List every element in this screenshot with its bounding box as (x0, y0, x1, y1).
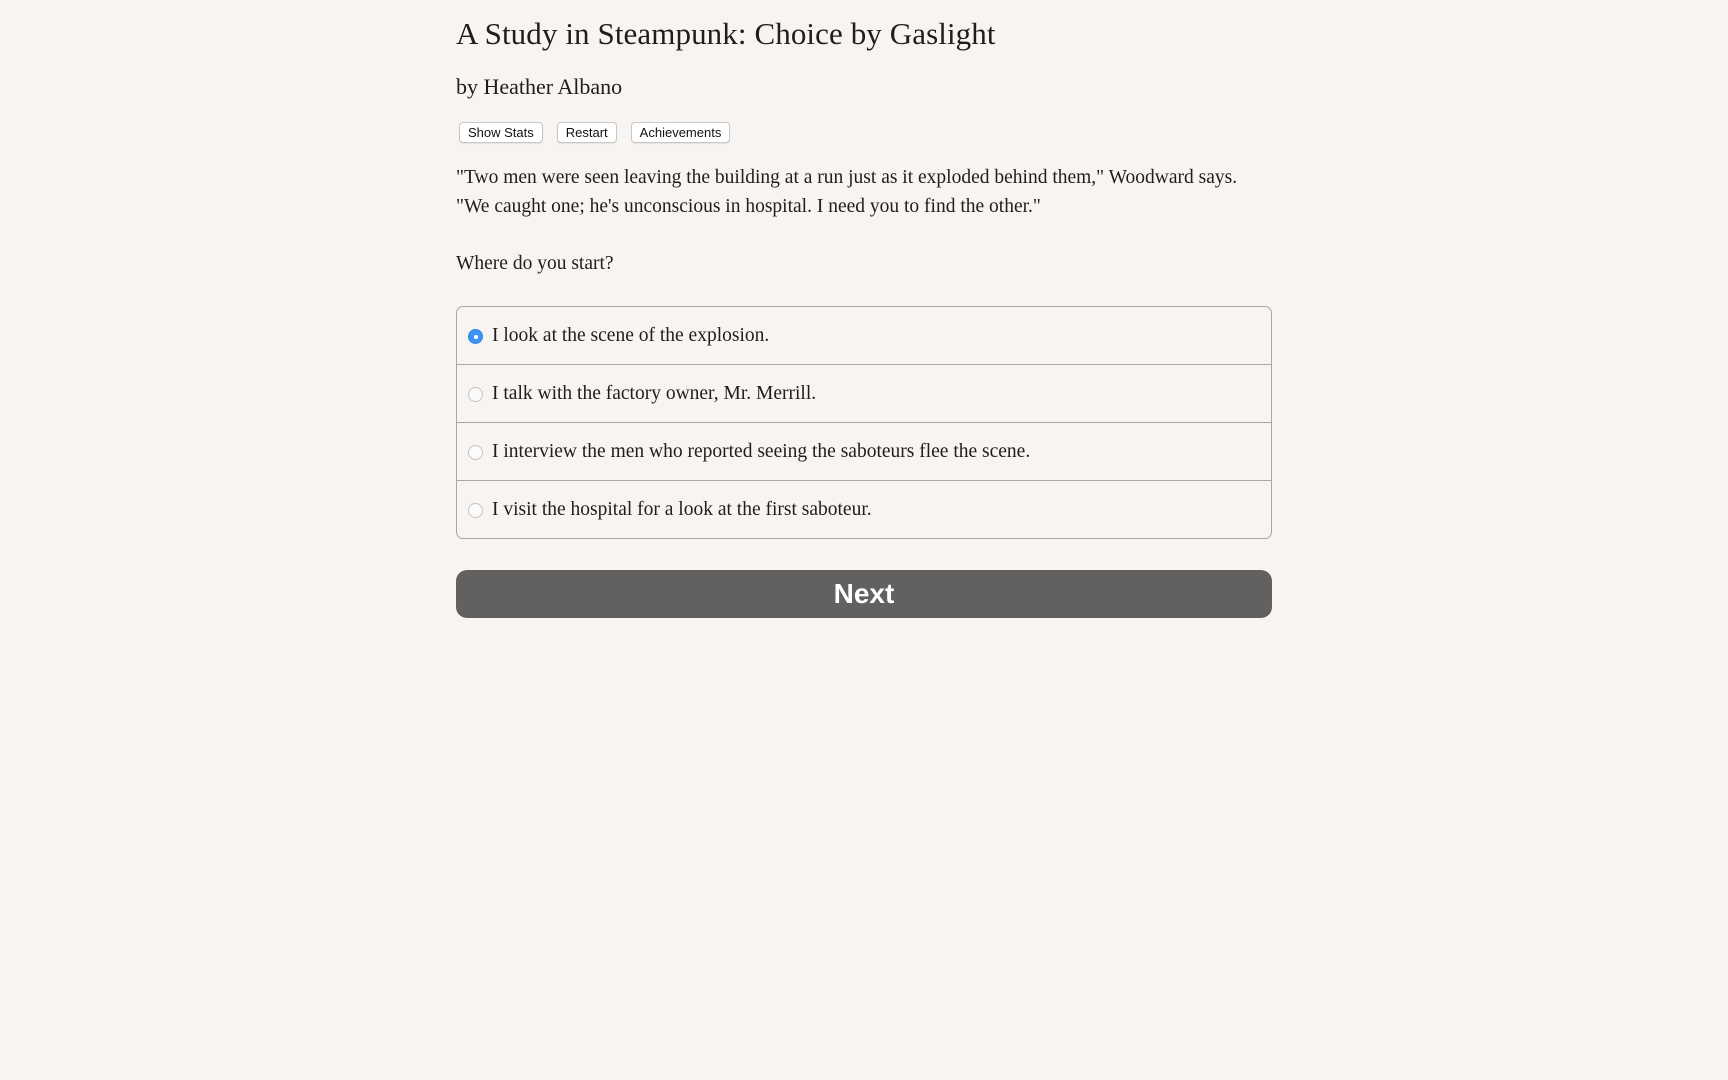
radio-unselected-icon[interactable] (468, 387, 483, 402)
choice-label: I talk with the factory owner, Mr. Merrill. (492, 382, 817, 404)
choice-label: I visit the hospital for a look at the first saboteur. (492, 498, 872, 520)
choice-option[interactable] (457, 365, 1271, 423)
choice-label: I look at the scene of the explosion. (492, 324, 770, 346)
game-container (456, 0, 1272, 618)
radio-unselected-icon[interactable] (468, 503, 483, 518)
choice-option[interactable] (457, 423, 1271, 481)
toolbar (456, 122, 1272, 143)
game-title: A Study in Steampunk: Choice by Gaslight (456, 16, 996, 51)
choice-list (456, 306, 1272, 539)
radio-selected-icon[interactable] (468, 329, 483, 344)
author-byline: by Heather Albano (456, 74, 623, 99)
story-prompt: Where do you start? (456, 253, 614, 274)
story-text (456, 163, 1272, 278)
choice-option[interactable] (457, 307, 1271, 365)
choice-label: I interview the men who reported seeing the saboteurs flee the scene. (492, 440, 1031, 462)
show-stats-button[interactable]: Show Stats (459, 122, 543, 143)
achievements-button[interactable]: Achievements (631, 122, 731, 143)
story-paragraph: "Two men were seen leaving the building at a run just as it exploded behind them," Woodward says. "We caught one; he's unconscious in hospital. I need you to find the other." (456, 167, 1238, 217)
radio-unselected-icon[interactable] (468, 445, 483, 460)
next-button[interactable]: Next (456, 570, 1272, 618)
restart-button[interactable]: Restart (557, 122, 617, 143)
choice-option[interactable] (457, 481, 1271, 538)
